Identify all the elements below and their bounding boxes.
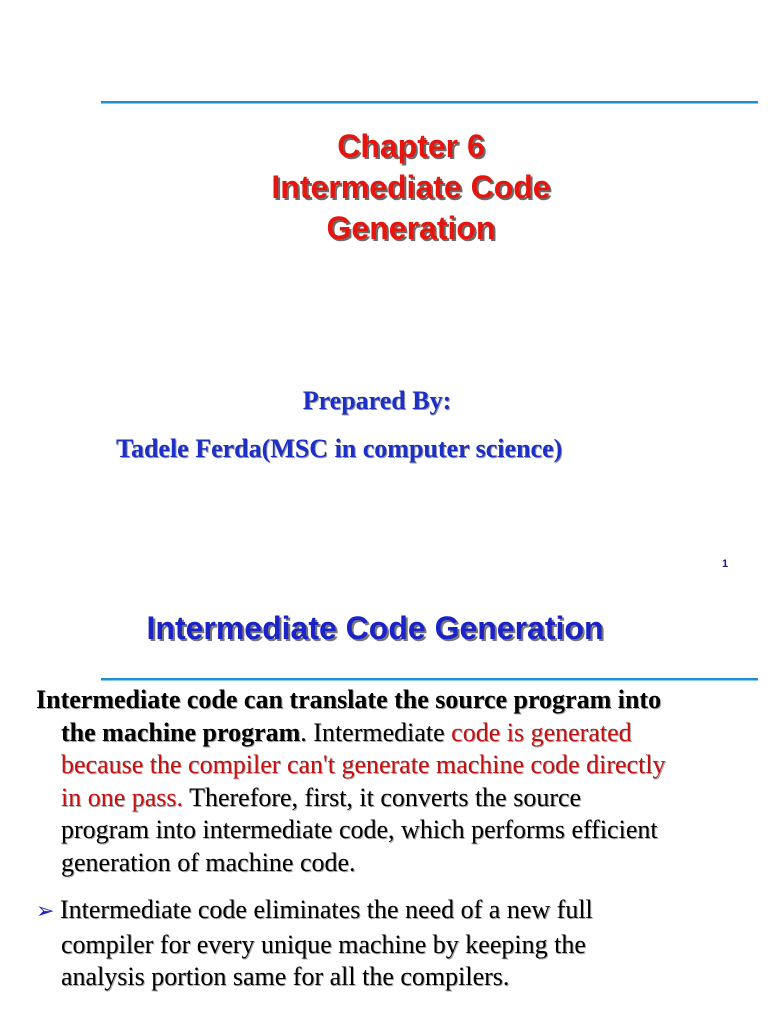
- bullet-item: [36, 894, 760, 994]
- paragraph-line: [36, 717, 760, 750]
- author-name: Tadele Ferda(MSC in computer science): [116, 434, 563, 463]
- title-divider-line: [101, 678, 758, 680]
- title-line: Chapter 6: [337, 128, 485, 164]
- bullet-text: Intermediate code eliminates the need of a new full: [60, 895, 593, 924]
- paragraph-line: generation of machine code.: [61, 847, 356, 877]
- paragraph-line: program into intermediate code, which performs efficient: [61, 815, 658, 844]
- highlight-text: code is generated: [451, 717, 632, 747]
- page-number: 1: [722, 558, 729, 570]
- paragraph-line: Intermediate code can translate the source program into: [36, 685, 662, 714]
- paragraph-line: [36, 782, 760, 815]
- highlight-text: in one pass.: [61, 782, 184, 812]
- slide-title: Intermediate Code Generation: [146, 610, 604, 646]
- prepared-by-label: Prepared By:: [302, 386, 452, 415]
- paragraph-text: Therefore, first, it converts the source: [183, 782, 582, 812]
- bullet-line: [36, 894, 760, 929]
- top-divider-line: [101, 101, 758, 103]
- paragraph-text: . Intermediate: [300, 717, 452, 747]
- chapter-title: [176, 126, 646, 249]
- slide-2: [0, 590, 768, 1024]
- bullet-line: analysis portion same for all the compilers.: [61, 962, 510, 991]
- highlight-text: because the compiler can't generate machine code directly: [61, 750, 666, 779]
- emphasis-text: the machine program: [61, 717, 301, 747]
- title-line: Generation: [326, 210, 496, 246]
- bullet-line: compiler for every unique machine by keeping the: [61, 929, 586, 959]
- arrow-bullet-icon: ➢: [36, 899, 55, 924]
- title-line: Intermediate Code: [271, 169, 551, 205]
- intro-paragraph: [36, 684, 760, 879]
